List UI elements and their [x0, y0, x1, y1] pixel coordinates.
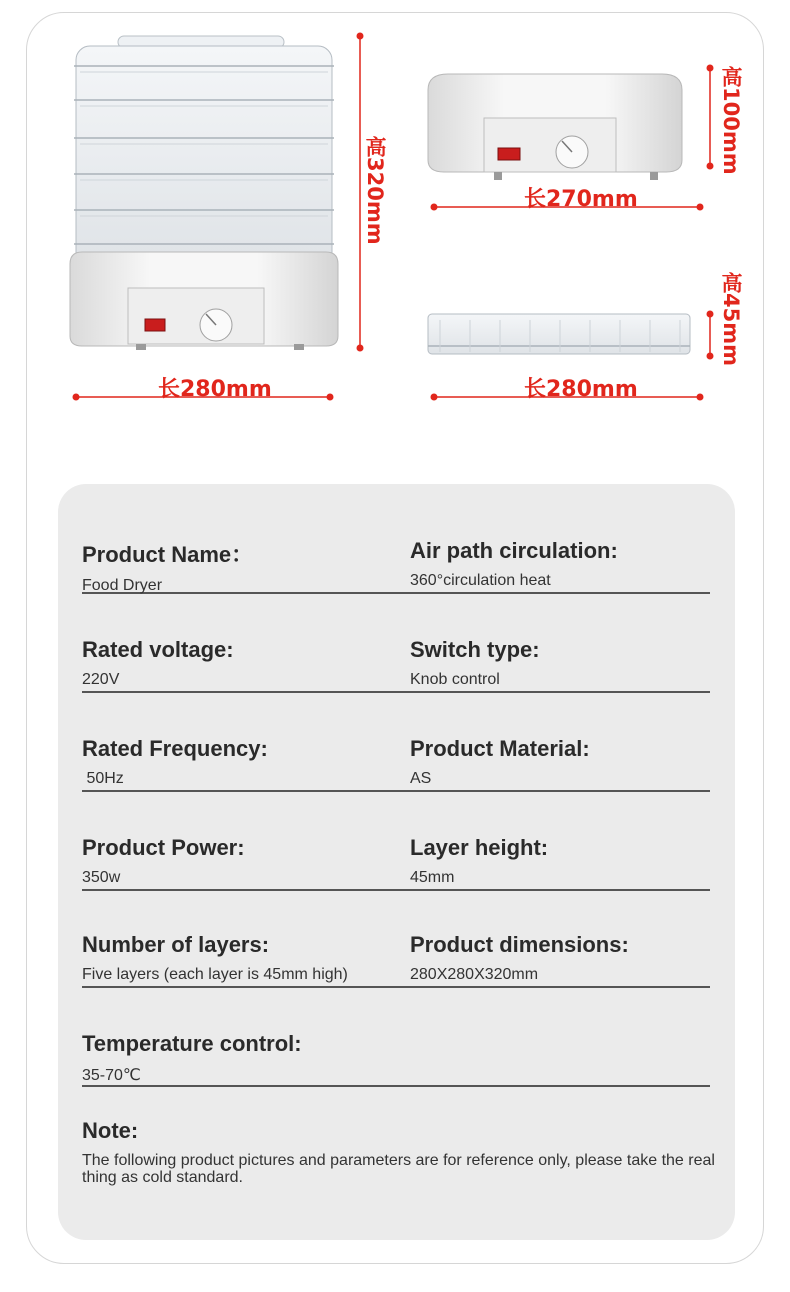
spec-row: [82, 496, 710, 594]
spec-item-product-name: [82, 496, 253, 595]
full-length-label: 长280mm: [158, 377, 272, 402]
spec-item-rated-frequency: [82, 694, 268, 788]
spec-label: Product Name：: [82, 542, 254, 567]
base-height-label: 高100mm: [719, 66, 743, 175]
spec-value: Knob control: [410, 671, 500, 688]
product-illustrations: [0, 0, 790, 420]
spec-label: Product Material:: [410, 736, 590, 761]
spec-row: [82, 890, 710, 988]
full-dryer-image: [70, 36, 338, 350]
full-height-label: 高320mm: [363, 136, 387, 245]
spec-item-air-path: [410, 496, 618, 590]
base-length-label: 长270mm: [524, 187, 638, 212]
spec-value: 50Hz: [82, 770, 124, 787]
spec-label: Air path circulation:: [410, 538, 618, 563]
spec-label: Layer height:: [410, 835, 549, 860]
base-height-dimension-line: [707, 65, 714, 170]
spec-item-number-of-layers: [82, 890, 348, 984]
spec-label: Product Power:: [82, 835, 245, 860]
spec-item-product-material: [410, 694, 590, 788]
spec-value: Food Dryer: [82, 577, 163, 594]
spec-value: 35-70℃: [82, 1067, 141, 1084]
spec-value: 360°circulation heat: [410, 572, 551, 589]
specification-panel: [58, 484, 735, 1240]
spec-label: Number of layers:: [82, 932, 270, 957]
spec-value: Five layers (each layer is 45mm high): [82, 966, 348, 983]
tray-height-label: 高45mm: [719, 272, 743, 366]
spec-value: 45mm: [410, 869, 455, 886]
single-tray-image: [428, 314, 690, 354]
spec-row: [82, 989, 710, 1087]
note-text: The following product pictures and parameters are for reference only, please take the real thing as cold standard.: [82, 1152, 715, 1186]
spec-row: [82, 694, 710, 792]
spec-row: [82, 595, 710, 693]
tray-length-label: 长280mm: [524, 377, 638, 402]
spec-label: Temperature control:: [82, 1031, 302, 1056]
spec-label: Rated voltage:: [82, 637, 234, 662]
spec-value: 220V: [82, 671, 120, 688]
spec-item-layer-height: [410, 793, 548, 887]
spec-item-temperature-control: [82, 989, 302, 1085]
spec-item-product-power: [82, 793, 245, 887]
spec-value: 280X280X320mm: [410, 966, 539, 983]
spec-row: [82, 793, 710, 891]
note-title: Note:: [82, 1118, 139, 1143]
spec-item-rated-voltage: [82, 595, 234, 689]
spec-value: AS: [410, 770, 432, 787]
spec-label: Product dimensions:: [410, 932, 629, 957]
tray-height-dimension-line: [707, 311, 714, 360]
note-block: [82, 1118, 722, 1186]
spec-label: Switch type:: [410, 637, 540, 662]
spec-item-switch-type: [410, 595, 540, 689]
spec-value: 350w: [82, 869, 121, 886]
spec-label: Rated Frequency:: [82, 736, 268, 761]
base-unit-image: [428, 74, 682, 180]
spec-item-product-dimensions: [410, 890, 629, 984]
